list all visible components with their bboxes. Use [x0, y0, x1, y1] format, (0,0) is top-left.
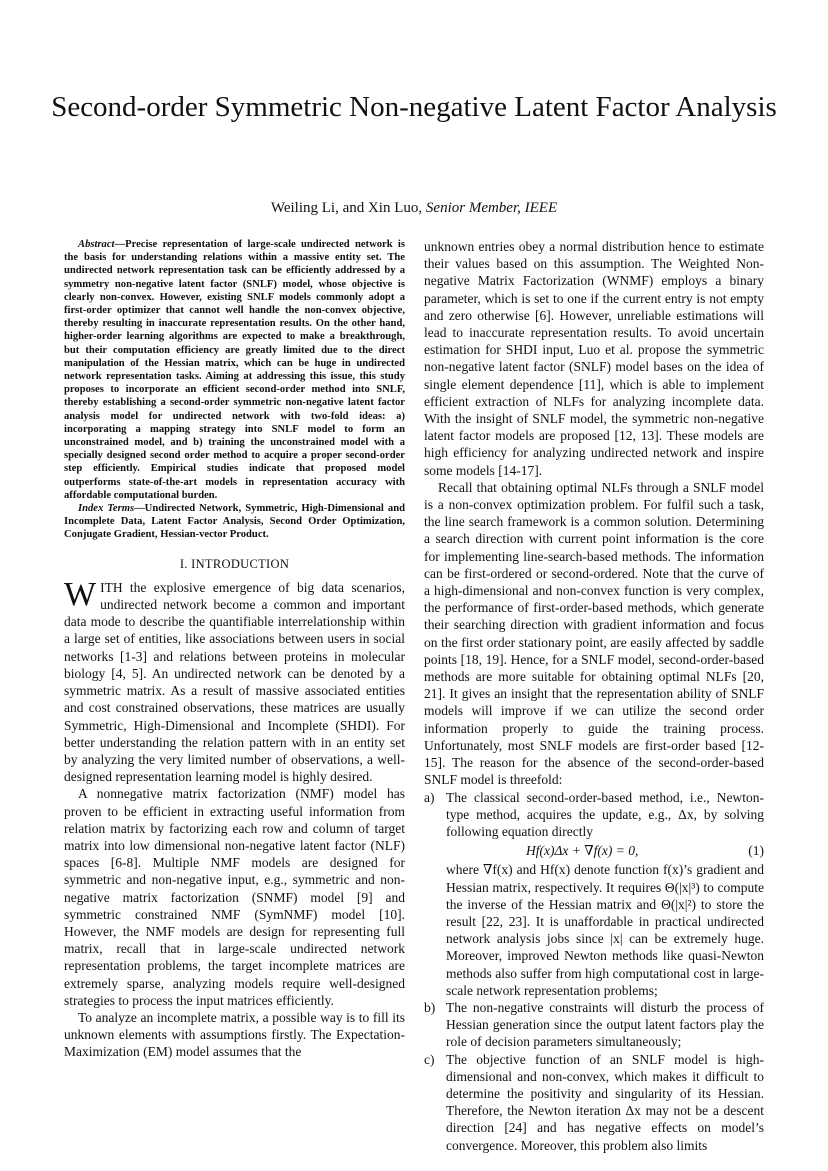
list-item-text: The non-negative constraints will disturb the process of Hessian generation since the output latent factors play the role of decision parameters simultaneously; [446, 999, 764, 1050]
reason-list [424, 789, 764, 1154]
list-item-body [446, 789, 764, 999]
abstract [64, 238, 405, 502]
equation-number: (1) [748, 843, 764, 859]
index-terms-label: Index Terms [78, 503, 135, 515]
list-item [424, 789, 764, 999]
index-terms-text: —Undirected Network, Symmetric, High-Dimensional and Incomplete Data, Latent Factor Analysis, Second Order Optimization, Conjugate Gradient, Hessian-vector Product. [64, 503, 405, 541]
equation-1 [446, 842, 764, 859]
list-item [424, 999, 764, 1051]
list-marker: a) [424, 789, 435, 805]
intro-paragraph-1 [64, 575, 405, 785]
equation-text: Hf(x)Δx + ∇f(x) = 0, [526, 843, 639, 859]
right-paragraph-1: unknown entries obey a normal distribution hence to estimate their values based on this assumption. The Weighted Non-negative Matrix Factorization (WNMF) employs a binary parameter, which is set to one if the current entry is not empty and zero otherwise [6]. However, unreliable estimations will lead to inaccurate representation results. To avoid uncertain estimation for SHDI input, Luo et al. propose the symmetric non-negative latent factor (SNLF) model bases on the idea of single element dependence [11], which is able to implement efficient extraction of NLFs for analyzing incomplete data. With the insight of SNLF model, the symmetric non-negative latent factor models are proposed [12, 13]. These models are high efficiency for analyzing undirected network and inspire some models [14-17]. [424, 239, 764, 478]
abstract-text: —Precise representation of large-scale undirected network is the basis for understanding relations within a massive entity set. The undirected network representation task can be efficiently addressed by a symmetry non-negative latent factor (SNLF) model, whose objective is clearly non-convex. However, existing SNLF models commonly adopt a first-order optimizer that cannot well handle the non-convex objective, thereby resulting in inaccurate representation results. On the other hand, higher-order learning algorithms are expected to make a breakthrough, but their computation efficiency are greatly limited due to the direct manipulation of the Hessian matrix, which can be huge in undirected network representation tasks. Aiming at addressing this issue, this study proposes to incorporate an efficient second-order method into SNLF, thereby establishing a second-order symmetric non-negative latent factor analysis model for undirected network with two-fold ideas: a) incorporating a mapping strategy into SNLF model to form an unconstrained model, and b) training the unconstrained model with a specially designed second order method to acquire a proper second-order step efficiently. Empirical studies indicate that proposed model outperforms state-of-the-art models in representation accuracy with affordable computational burden. [64, 239, 405, 501]
intro-paragraph-1-text: ITH the explosive emergence of big data scenarios, undirected network become a common and important data mode to describe the quantifiable interrelationship within a large set of entities, like associations between users in social networks [1-3] and relations between proteins in molecular biology [4, 5]. An undirected network can be denoted by a symmetric matrix. As a result of massive associated entities and cost constrained observations, these matrices are usually Symmetric, High-Dimensional and Incomplete (SHDI). For better understanding the relation pattern with in an entity set by analyzing the very limited number of observations, a well-designed representation learning model is highly desired. [64, 579, 405, 785]
left-column [64, 238, 405, 1061]
section-heading: I. INTRODUCTION [179, 556, 290, 571]
author-role: Senior Member, IEEE [425, 200, 558, 216]
list-item-continuation: where ∇f(x) and Hf(x) denote function f(x)’s gradient and Hessian matrix, respectively. It requires Θ(|x|³) to compute the inverse of the Hessian matrix and Θ(|x|²) to store the result [22, 23]. It is unaffordable in practical undirected network analysis jobs since |x| can be extremely huge. Moreover, improved Newton methods like quasi-Newton methods also suffer from high computational cost in large-scale network representation problems; [446, 862, 764, 998]
list-marker: b) [424, 999, 436, 1015]
author-names: Weiling Li, and Xin Luo, [270, 200, 426, 216]
right-paragraph-2: Recall that obtaining optimal NLFs through a SNLF model is a non-convex optimization problem. For fulfil such a task, the line search framework is a common solution. Determining a search direction with current point information is the core for implementing line-search-based methods. The information can be first-ordered or second-ordered. Note that the curve of a high-dimensional and non-convex function is very complex, the performance of first-order-based methods, which generate their searching direction with gradient information and focus on the first order stationary point, are easily affected by saddle points [18, 19]. Hence, for a SNLF model, second-order-based methods are more suitable for obtaining optimal NLFs [20, 21]. It gives an insight that the representation ability of SNLF models will improve if we can utilize the second order information properly to guide the training process. Unfortunately, most SNLF models are first-order based [12-15]. The reason for the absence of the second-order-based SNLF model is threefold: [424, 479, 764, 788]
paper-title: Second-order Symmetric Non-negative Latent Factor Analysis [51, 91, 777, 123]
drop-cap: W [64, 575, 97, 613]
list-item [424, 1051, 764, 1154]
intro-paragraph-3: To analyze an incomplete matrix, a possible way is to fill its unknown elements with assumptions firstly. The Expectation-Maximization (EM) model assumes that the [64, 1009, 405, 1060]
index-terms [64, 502, 405, 542]
intro-paragraph-2: A nonnegative matrix factorization (NMF) model has proven to be efficient in extracting useful information from relation matrix by factorizing each row and column of target matrix into low dimensional non-negative latent factor (NLF) spaces [6-8]. Multiple NMF models are designed for symmetric and non-negative input, e.g., symmetric and non-negative matrix factorization (SNMF) model [9] and symmetric constrained NMF (SymNMF) model [10]. However, the NMF models are design for representing full matrix, recall that in large-scale undirected network representation problems, the target incomplete matrices are extremely sparse, analyzing models require well-designed strategies to process the input matrices efficiently. [64, 786, 405, 1008]
list-item-text: The objective function of an SNLF model is high-dimensional and non-convex, which makes it difficult to determine the positivity and singularity of its Hessian. Therefore, the Newton iteration Δx may not be a descent direction [24] and has negative effects on model’s convergence. Moreover, this problem also limits [446, 1051, 764, 1153]
right-column [424, 238, 764, 1154]
abstract-label: Abstract [78, 239, 115, 250]
list-item-text: The classical second-order-based method, i.e., Newton-type method, acquires the update, e.g., Δx, by solving following equation directly [446, 789, 764, 839]
list-marker: c) [424, 1051, 435, 1067]
paper-authors [40, 199, 788, 217]
